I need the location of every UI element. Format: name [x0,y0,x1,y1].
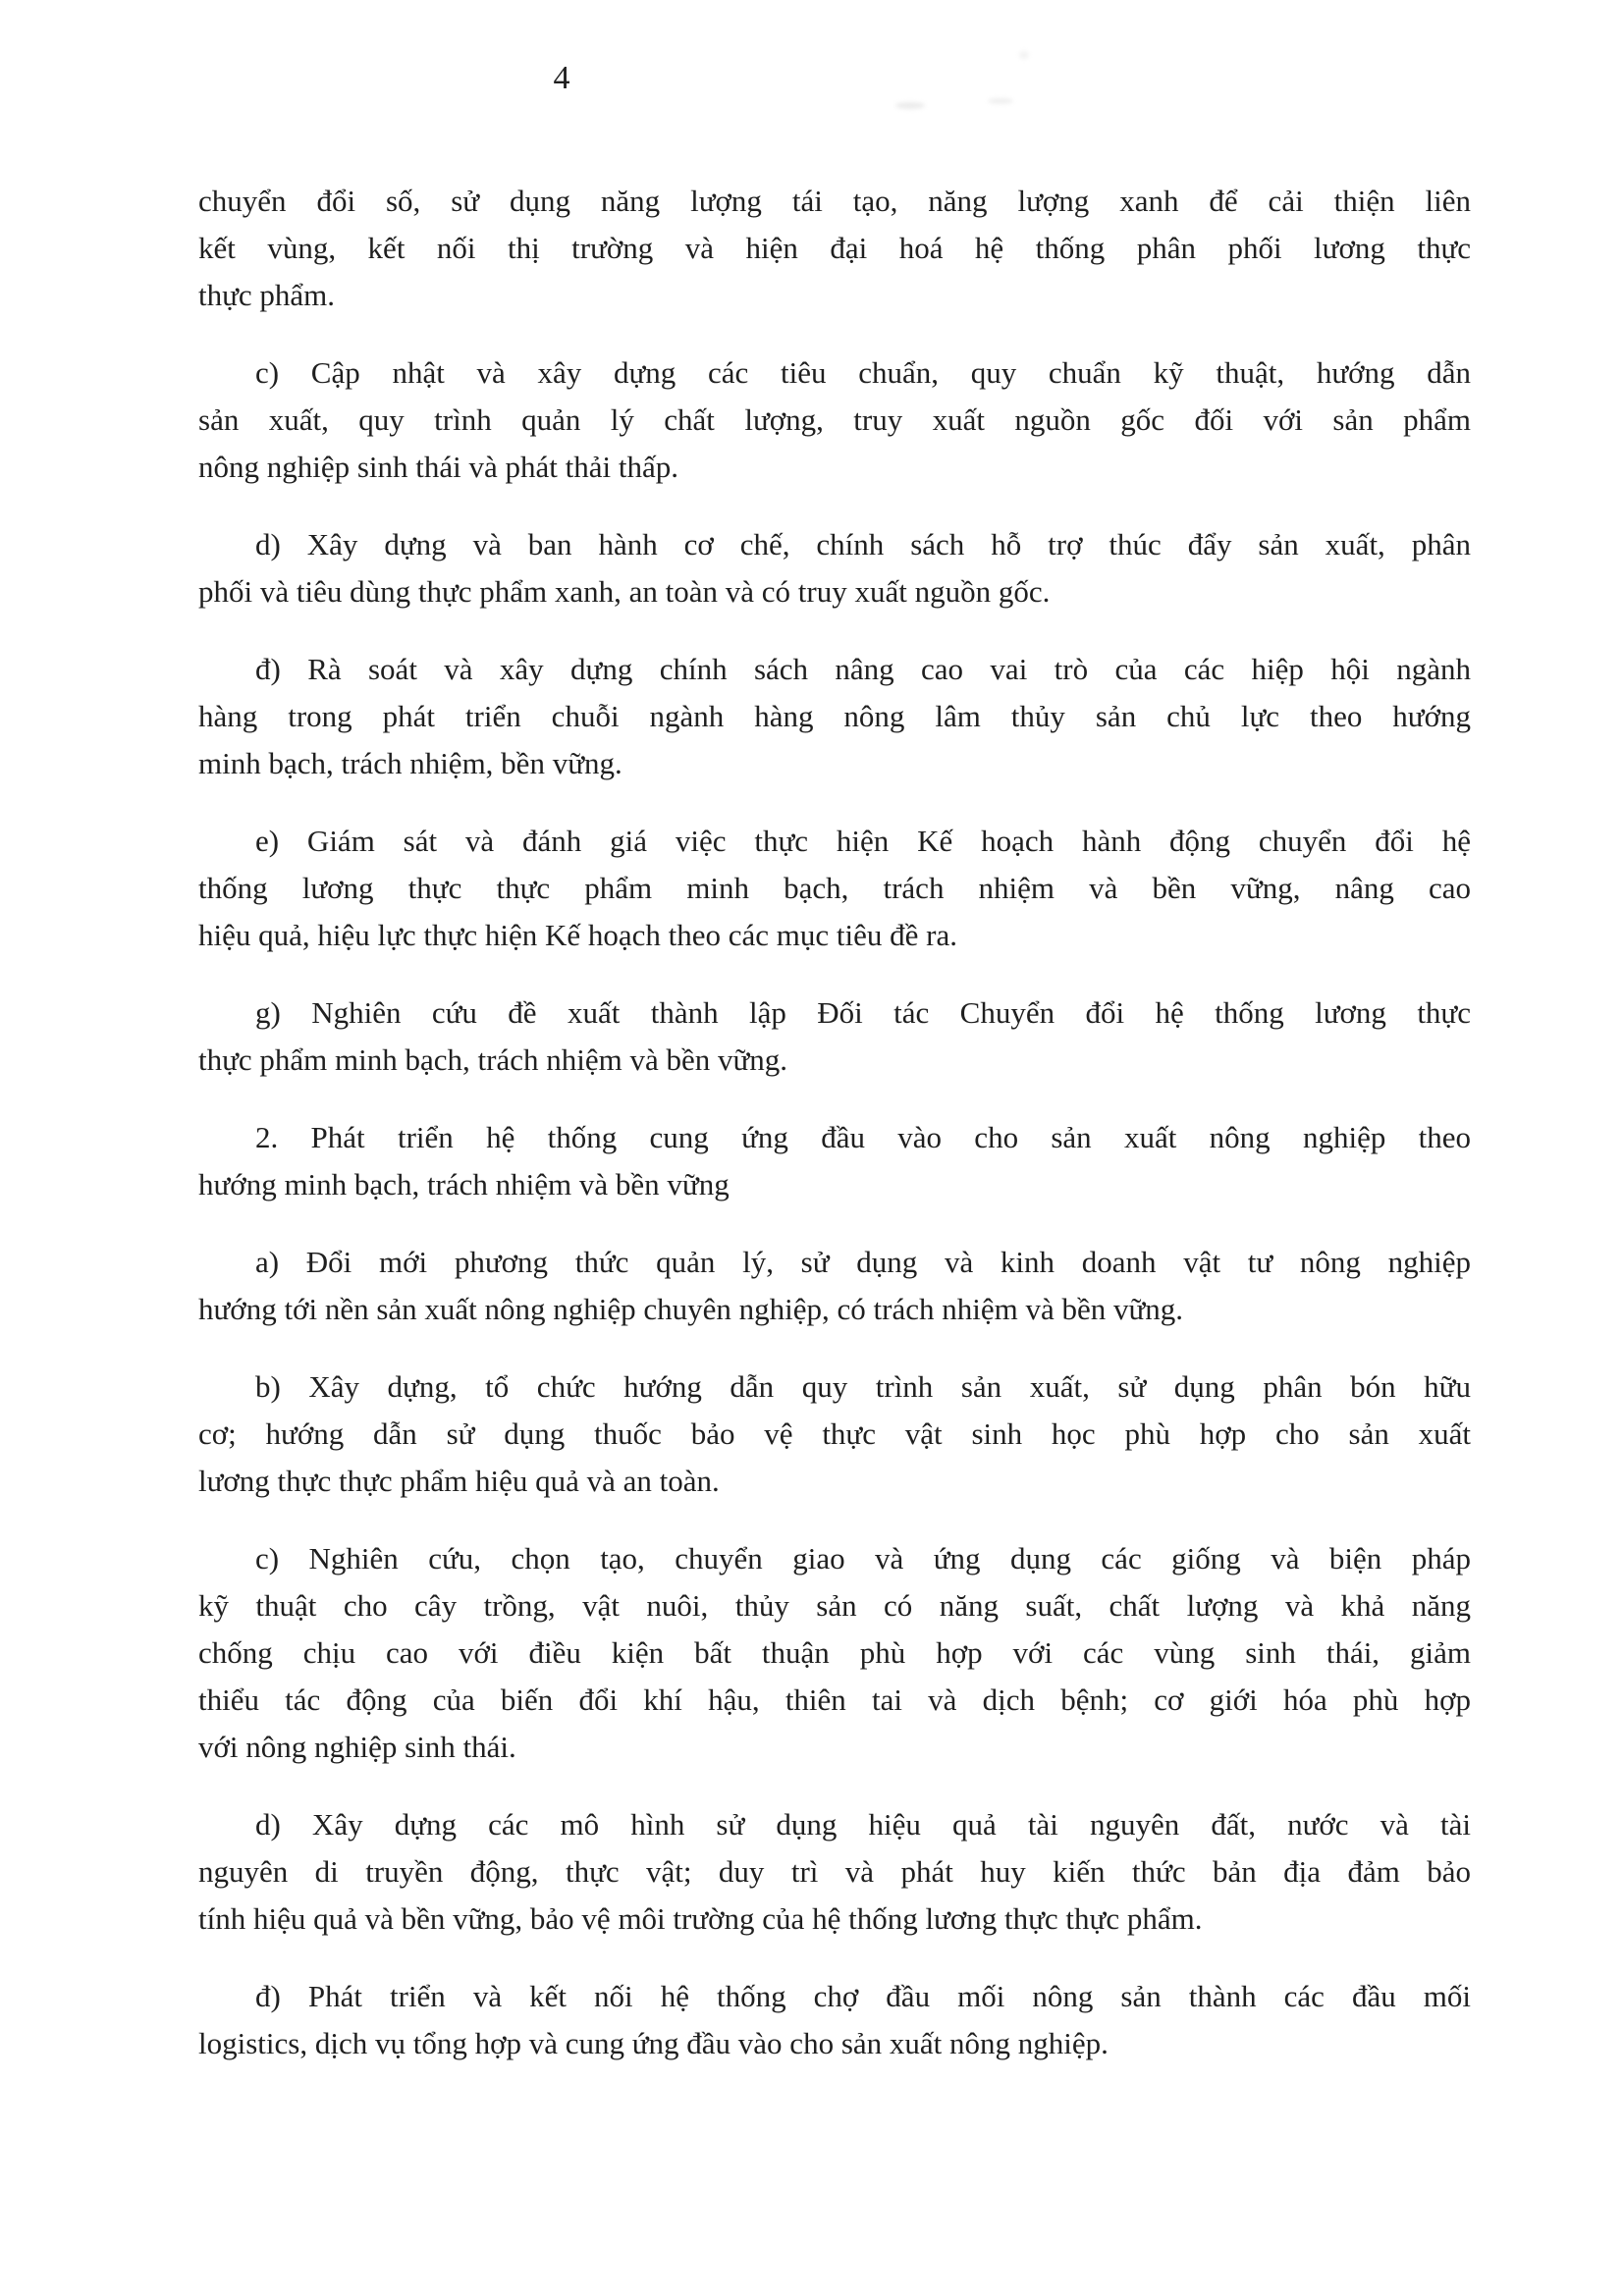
text-line: đ) Phát triển và kết nối hệ thống chợ đầu mối nông sản thành các đầu mối [255,1979,1471,2013]
paragraph-item-c2 [198,1535,1471,1771]
text-line: hướng minh bạch, trách nhiệm và bền vững [198,1167,730,1201]
text-line: sản xuất, quy trình quản lý chất lượng, truy xuất nguồn gốc đối với sản phẩm [198,402,1471,437]
text-line: tính hiệu quả và bền vững, bảo vệ môi trường của hệ thống lương thực thực phẩm. [198,1901,1203,1936]
text-line: thiểu tác động của biến đổi khí hậu, thiên tai và dịch bệnh; cơ giới hóa phù hợp [198,1682,1471,1717]
paragraph-item-e [198,818,1471,959]
text-line: kỹ thuật cho cây trồng, vật nuôi, thủy sản có năng suất, chất lượng và khả năng [198,1588,1471,1623]
paragraph-item-c [198,349,1471,491]
text-line: với nông nghiệp sinh thái. [198,1730,516,1764]
text-line: kết vùng, kết nối thị trường và hiện đại hoá hệ thống phân phối lương thực [198,231,1471,265]
paragraph-item-a2 [198,1239,1471,1333]
scan-artifact [1019,51,1029,59]
text-line: minh bạch, trách nhiệm, bền vững. [198,746,622,780]
paragraph-item-g [198,989,1471,1084]
scan-artifact [988,98,1013,104]
paragraph-item-b2 [198,1363,1471,1505]
scan-artifact [895,102,925,109]
text-line: 2. Phát triển hệ thống cung ứng đầu vào cho sản xuất nông nghiệp theo [255,1120,1471,1154]
paragraph-item-dd [198,646,1471,787]
text-line: thực phẩm minh bạch, trách nhiệm và bền vững. [198,1042,788,1077]
text-line: nguyên di truyền động, thực vật; duy trì và phát huy kiến thức bản địa đảm bảo [198,1854,1471,1889]
text-line: thực phẩm. [198,278,336,312]
paragraph-item-d [198,521,1471,615]
text-line: hướng tới nền sản xuất nông nghiệp chuyên nghiệp, có trách nhiệm và bền vững. [198,1292,1184,1326]
document-body [198,178,1471,2067]
page-number: 4 [553,60,570,96]
text-line: c) Nghiên cứu, chọn tạo, chuyển giao và ứng dụng các giống và biện pháp [255,1541,1471,1575]
text-line: thống lương thực thực phẩm minh bạch, trách nhiệm và bền vững, nâng cao [198,871,1471,905]
text-line: a) Đổi mới phương thức quản lý, sử dụng và kinh doanh vật tư nông nghiệp [255,1245,1471,1279]
text-line: chống chịu cao với điều kiện bất thuận phù hợp với các vùng sinh thái, giảm [198,1635,1471,1670]
paragraph-item-d2 [198,1801,1471,1943]
text-line: d) Xây dựng và ban hành cơ chế, chính sách hỗ trợ thúc đẩy sản xuất, phân [255,527,1471,561]
paragraph-continuation [198,178,1471,319]
text-line: cơ; hướng dẫn sử dụng thuốc bảo vệ thực vật sinh học phù hợp cho sản xuất [198,1416,1471,1451]
text-line: hàng trong phát triển chuỗi ngành hàng nông lâm thủy sản chủ lực theo hướng [198,699,1471,733]
text-line: logistics, dịch vụ tổng hợp và cung ứng đầu vào cho sản xuất nông nghiệp. [198,2026,1109,2060]
section-heading-2 [198,1114,1471,1208]
text-line: lương thực thực phẩm hiệu quả và an toàn. [198,1464,720,1498]
text-line: e) Giám sát và đánh giá việc thực hiện Kế hoạch hành động chuyển đổi hệ [255,824,1471,858]
text-line: c) Cập nhật và xây dựng các tiêu chuẩn, quy chuẩn kỹ thuật, hướng dẫn [255,355,1471,390]
text-line: nông nghiệp sinh thái và phát thải thấp. [198,450,679,484]
text-line: chuyển đổi số, sử dụng năng lượng tái tạo, năng lượng xanh để cải thiện liên [198,184,1471,218]
text-line: b) Xây dựng, tổ chức hướng dẫn quy trình sản xuất, sử dụng phân bón hữu [255,1369,1471,1404]
text-line: g) Nghiên cứu đề xuất thành lập Đối tác Chuyển đổi hệ thống lương thực [255,995,1471,1030]
text-line: hiệu quả, hiệu lực thực hiện Kế hoạch theo các mục tiêu đề ra. [198,918,957,952]
text-line: d) Xây dựng các mô hình sử dụng hiệu quả tài nguyên đất, nước và tài [255,1807,1471,1842]
text-line: phối và tiêu dùng thực phẩm xanh, an toàn và có truy xuất nguồn gốc. [198,574,1051,609]
paragraph-item-dd2 [198,1973,1471,2067]
text-line: đ) Rà soát và xây dựng chính sách nâng cao vai trò của các hiệp hội ngành [255,652,1471,686]
